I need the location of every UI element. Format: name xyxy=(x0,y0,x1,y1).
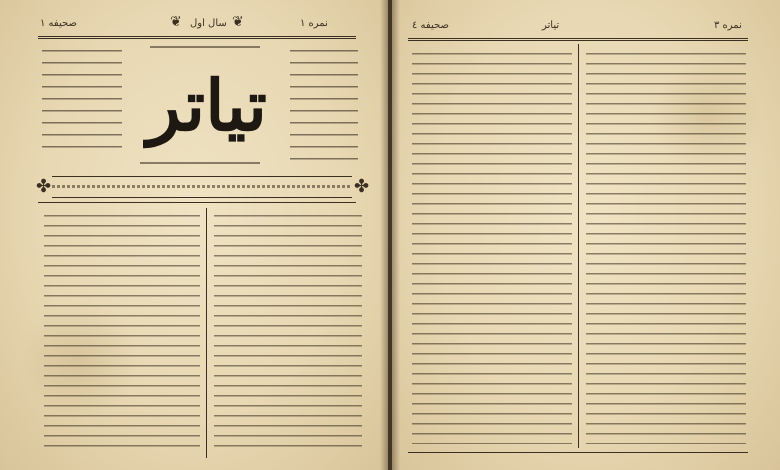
column-rule xyxy=(206,208,207,458)
masthead-title: تیاتر xyxy=(146,64,268,147)
footer-rule xyxy=(408,452,748,453)
text-column xyxy=(44,210,200,454)
ornament-icon: ❦ xyxy=(170,14,182,30)
banner-ornament-icon: ✤ xyxy=(36,176,52,197)
left-year: سال اول xyxy=(190,18,227,29)
column-rule xyxy=(578,44,579,448)
left-page xyxy=(0,0,388,470)
left-page-number: صحیفه ۱ xyxy=(40,18,77,29)
masthead-right-notes xyxy=(290,44,358,164)
header-rule xyxy=(408,38,748,41)
text-column xyxy=(586,48,746,444)
subscription-banner xyxy=(52,176,352,198)
masthead-caption xyxy=(140,162,260,164)
masthead-left-notes xyxy=(42,44,122,154)
text-column xyxy=(412,48,572,444)
book-gutter xyxy=(380,0,400,470)
right-page xyxy=(392,0,780,470)
banner-rule xyxy=(38,202,356,203)
banner-ornament-icon: ✤ xyxy=(354,176,370,197)
right-title: تیاتر xyxy=(542,20,560,31)
ornament-icon: ❦ xyxy=(232,14,244,30)
right-issue: نمره ۳ xyxy=(714,20,742,31)
left-issue: نمره ۱ xyxy=(300,18,328,29)
masthead-subtitle xyxy=(150,46,260,48)
header-rule xyxy=(38,36,356,39)
text-column xyxy=(214,210,362,454)
right-page-number: صحیفه ٤ xyxy=(412,20,449,31)
